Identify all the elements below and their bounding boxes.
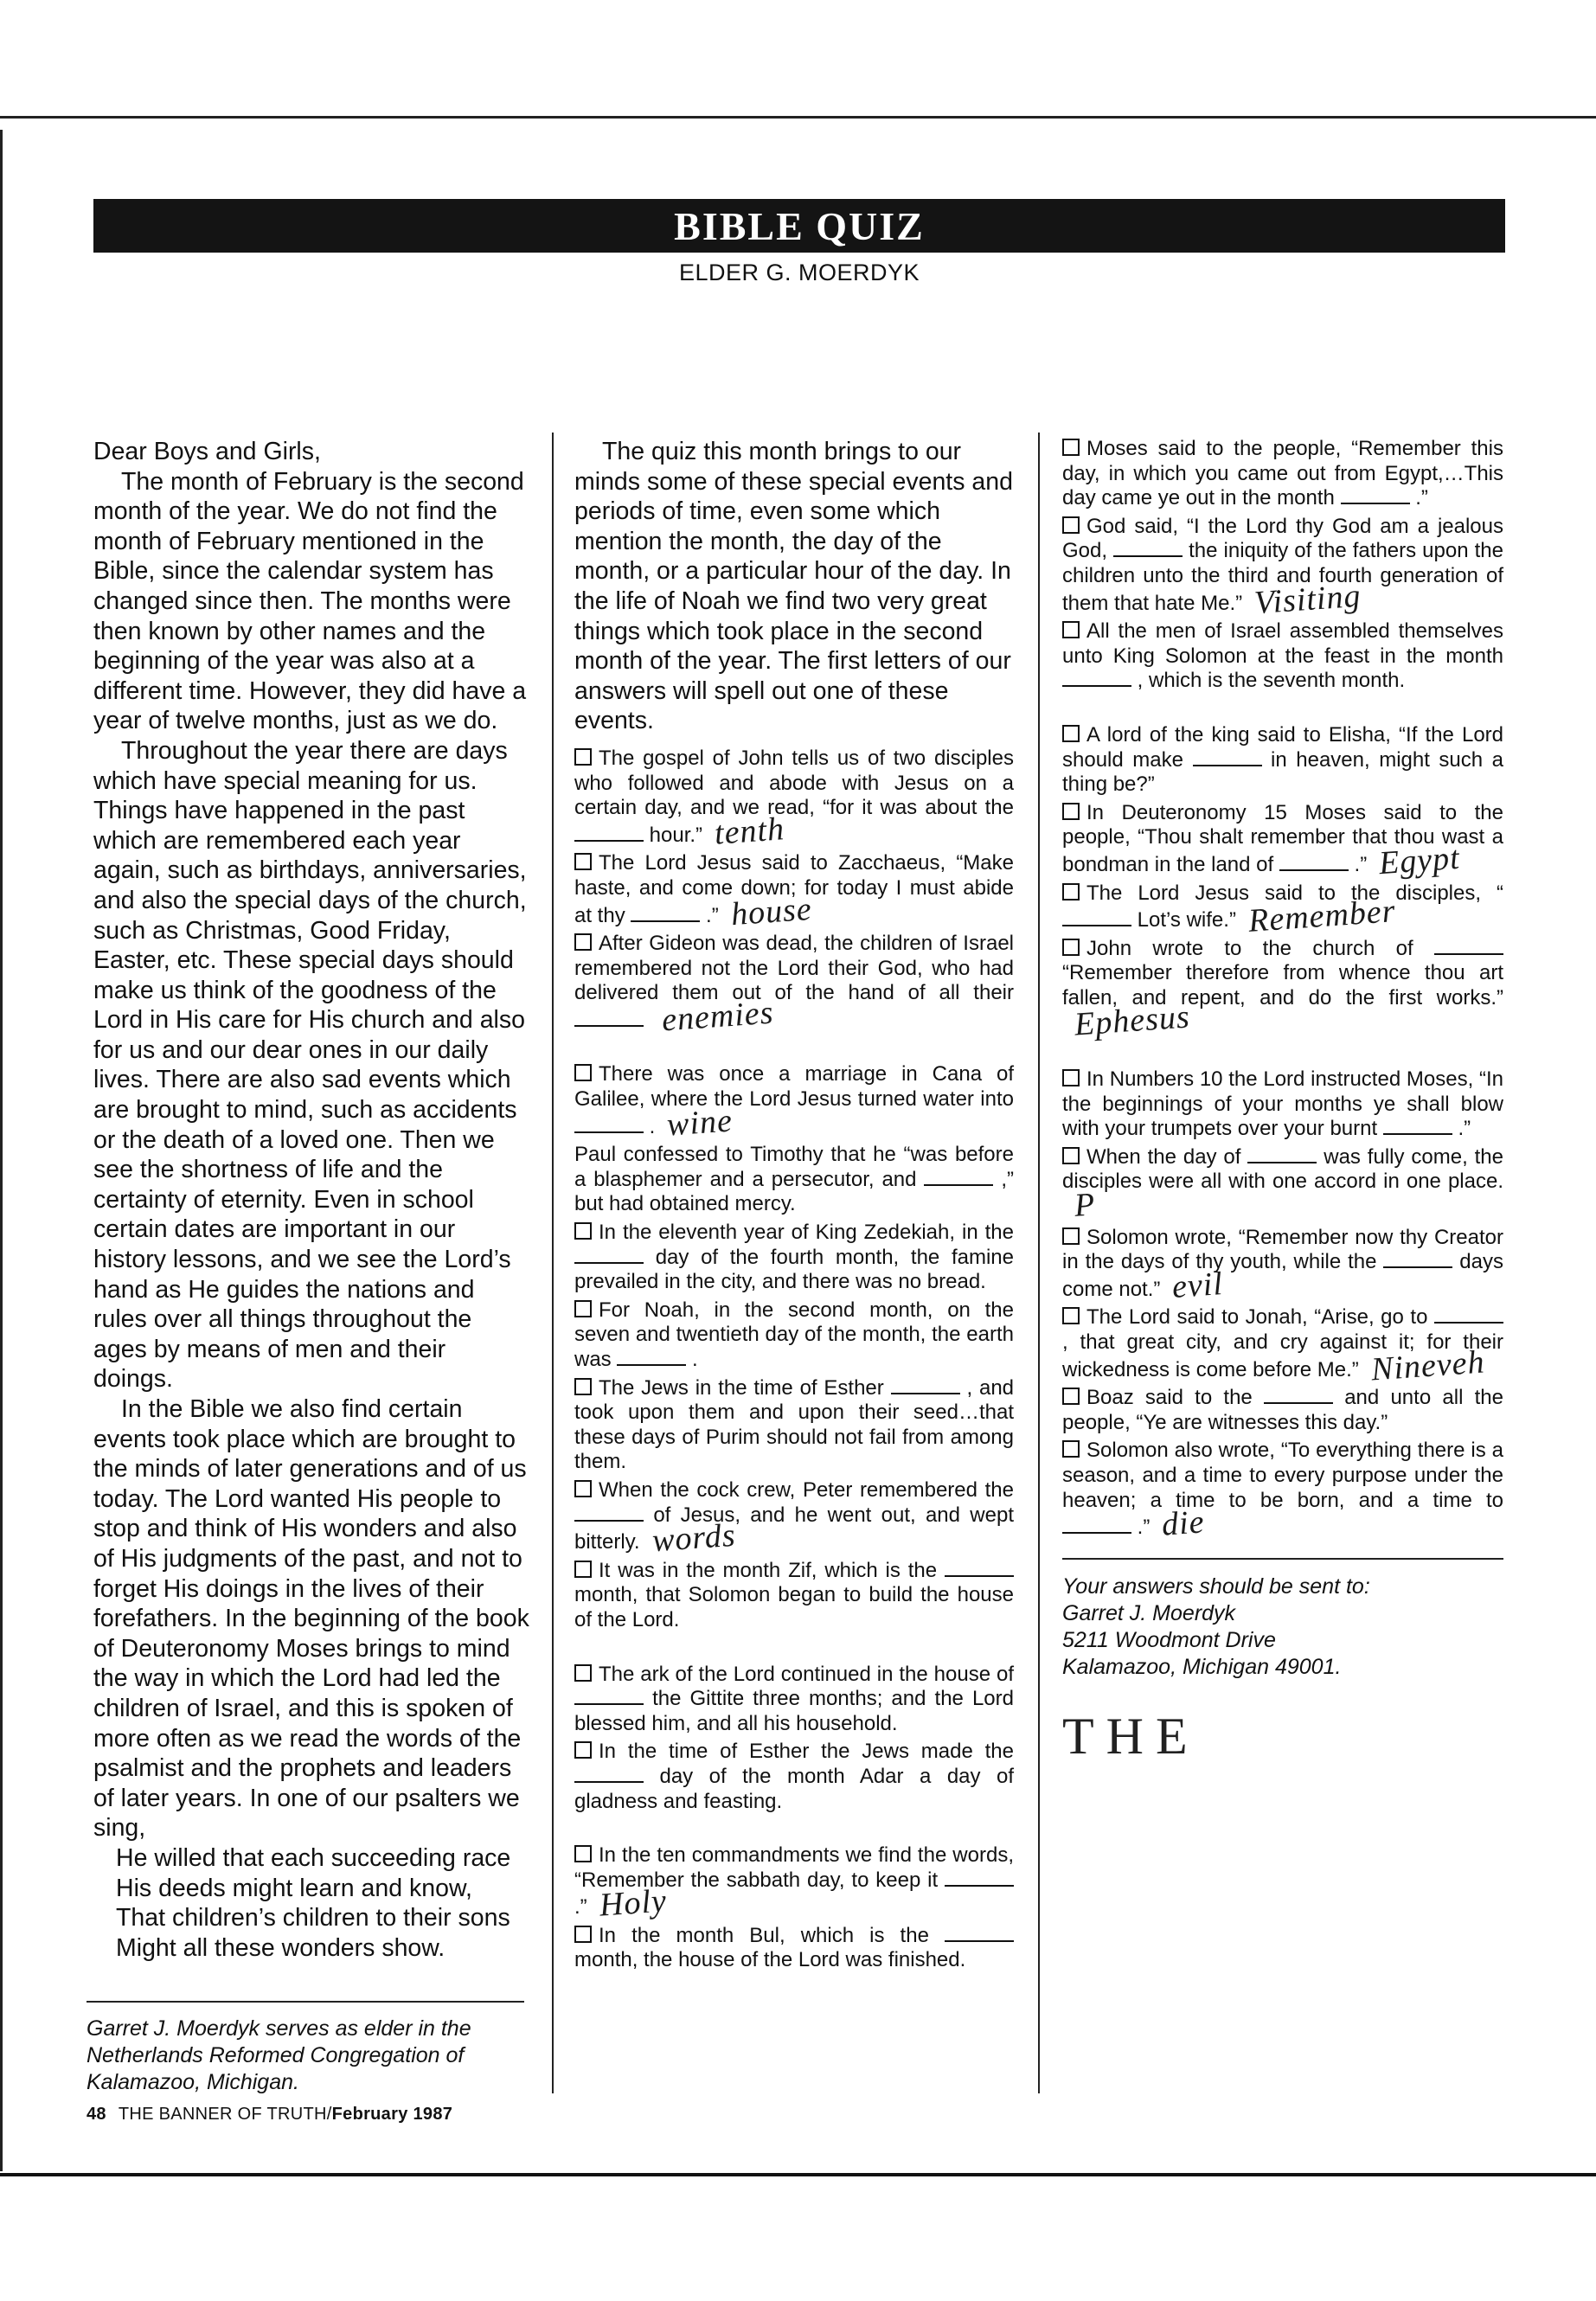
question-text-end: .	[692, 1348, 698, 1371]
quiz-question	[1062, 800, 1503, 882]
quiz-question	[1062, 619, 1503, 694]
publication-name: THE BANNER OF TRUTH	[118, 2105, 327, 2124]
author-byline: ELDER G. MOERDYK	[678, 260, 920, 285]
spacer	[1062, 1042, 1503, 1067]
answer-blank[interactable]	[891, 1377, 960, 1394]
quiz-question	[574, 746, 1014, 852]
handwritten-answer: house	[729, 890, 813, 933]
author-footnote: Garret J. Moerdyk serves as elder in the Netherlands Reformed Congregation of Kalamazoo, Michigan.	[87, 2016, 471, 2094]
answer-blank[interactable]	[574, 1116, 644, 1133]
checkbox-icon[interactable]	[574, 1064, 592, 1081]
answer-name: Garret J. Moerdyk	[1062, 1600, 1236, 1625]
quiz-question	[1062, 1305, 1503, 1388]
letter-paragraph: Throughout the year there are days which have special meaning for us. Things have happened in the past which are remembered each year again, such as birthdays, anniversaries, and also the special days of the church, such as Christmas, Good Friday, Easter, etc. These special days should make us think of the goodness of the Lord in His care for His church and also for us and our dear ones in our daily lives. There are also sad events which are brought to mind, such as accidents or the death of a loved one. Then we see the shortness of life and the certainty of eternity. Even in school certain dates are important in our history lessons, and we see the Lord’s hand as He guides the nations and rules over all things throughout the ages by means of men and their doings.	[93, 736, 527, 1394]
checkbox-icon[interactable]	[574, 1480, 592, 1497]
question-text: The ark of the Lord continued in the house of	[599, 1662, 1014, 1686]
question-text-end: month, that Solomon began to build the house of the Lord.	[574, 1583, 1014, 1631]
question-text-end: hour.”	[649, 823, 703, 847]
question-text: When the day of	[1086, 1144, 1241, 1169]
checkbox-icon[interactable]	[1062, 1227, 1080, 1245]
question-text: The Lord said to Jonah, “Arise, go to	[1086, 1305, 1428, 1330]
question-text-end: , and took upon them and upon their seed…that these days of Purim should not fail from among them.	[574, 1375, 1015, 1474]
question-text-end: Lot’s wife.”	[1137, 908, 1236, 933]
quiz-question	[1062, 1386, 1503, 1435]
question-text: In the time of Esther the Jews made the	[599, 1740, 1014, 1764]
question-text: For Noah, in the second month, on the seven and twentieth day of the month, the earth was	[574, 1298, 1014, 1371]
quiz-question	[1062, 723, 1503, 798]
checkbox-icon[interactable]	[1062, 516, 1080, 534]
question-text-end: in heaven, might such a thing be?”	[1062, 747, 1504, 797]
checkbox-icon[interactable]	[1062, 883, 1080, 901]
psalter-verse	[93, 1843, 530, 1963]
answer-blank[interactable]	[574, 1766, 644, 1783]
checkbox-icon[interactable]	[574, 748, 592, 766]
question-text: Solomon wrote, “Remember now thy Creator in the days of thy youth, while the	[1062, 1225, 1503, 1274]
question-text-end: .”	[1415, 486, 1428, 510]
bottom-border	[0, 2173, 1596, 2176]
quiz-question	[574, 1062, 1014, 1144]
salutation: Dear Boys and Girls,	[93, 438, 321, 465]
question-text-end: day of the fourth month, the famine prevailed in the city, and there was no bread.	[574, 1245, 1014, 1294]
handwritten-answer: P	[1073, 1186, 1097, 1224]
checkbox-icon[interactable]	[574, 1561, 592, 1578]
divider	[1062, 1558, 1503, 1560]
answer-blank[interactable]	[574, 824, 644, 842]
verse-line: That children’s children to their sons	[116, 1904, 510, 1932]
question-text: In the ten commandments we find the words, “Remember the sabbath day, to keep it	[574, 1843, 1014, 1892]
question-text: Moses said to the people, “Remember this day, in which you came out from Egypt,…This day came ye out in the month	[1062, 437, 1503, 510]
answer-blank[interactable]	[574, 1009, 644, 1027]
question-text: A lord of the king said to Elisha, “If the Lord should make	[1062, 722, 1503, 772]
handwritten-answer: enemies	[660, 994, 775, 1039]
question-text: The Lord Jesus said to the disciples, “	[1086, 881, 1503, 905]
answer-blank[interactable]	[945, 1925, 1014, 1942]
checkbox-icon[interactable]	[1062, 1307, 1080, 1324]
column-divider	[552, 433, 554, 2093]
quiz-question	[574, 932, 1014, 1039]
question-text-end: the Gittite three months; and the Lord blessed him, and all his household.	[574, 1687, 1014, 1735]
column-divider	[1038, 433, 1040, 2093]
quiz-question	[1062, 936, 1503, 1044]
question-text: The Lord Jesus said to Zacchaeus, “Make haste, and come down; for today I must abide at thy	[574, 851, 1014, 927]
answer-instruction: Your answers should be sent to:	[1062, 1574, 1370, 1599]
answer-blank[interactable]	[945, 1869, 1014, 1887]
quiz-question	[574, 1924, 1014, 1973]
question-text-end: “Remember therefore from whence thou art fallen, and repent, and do the first works.”	[1062, 961, 1503, 1009]
answer-blank[interactable]	[1279, 854, 1349, 871]
quiz-question	[1062, 1439, 1503, 1543]
question-text-end: , which is the seventh month.	[1137, 669, 1406, 693]
checkbox-icon[interactable]	[574, 1741, 592, 1759]
quiz-question	[1062, 1226, 1503, 1303]
quiz-question	[1062, 1145, 1503, 1222]
top-border	[0, 116, 1596, 119]
question-text: In the month Bul, which is the	[599, 1923, 929, 1947]
quiz-banner	[93, 199, 1505, 253]
question-text: Solomon also wrote, “To everything there is a season, and a time to every purpose under the heaven; a time to be born, and a time to	[1062, 1439, 1503, 1512]
quiz-question	[574, 1143, 1014, 1217]
answer-blank[interactable]	[945, 1560, 1014, 1577]
page-footer: 48 THE BANNER OF TRUTH/February 1987	[87, 2105, 453, 2124]
question-list	[1062, 437, 1503, 1541]
issue-date: February 1987	[331, 2105, 453, 2124]
handwritten-answer: evil	[1170, 1265, 1225, 1305]
question-text: In the eleventh year of King Zedekiah, in the	[599, 1221, 1014, 1245]
question-text-end: .”	[1137, 1516, 1151, 1540]
question-text-end: day of the month Adar a day of gladness and feasting.	[574, 1764, 1014, 1813]
checkbox-icon[interactable]	[1062, 1388, 1080, 1405]
quiz-question	[574, 1843, 1014, 1924]
verse-line: He willed that each succeeding race	[116, 1843, 511, 1872]
answer-blank[interactable]	[1113, 540, 1183, 557]
answer-blank[interactable]	[1247, 1146, 1317, 1163]
checkbox-icon[interactable]	[574, 933, 592, 951]
quiz-question	[574, 1376, 1014, 1475]
quiz-intro: The quiz this month brings to our minds some of these special events and periods of time, even some which mention the month, the day of the month, or a particular hour of the day. In the life of Noah we find two very great things which took place in the second month of the year. The first letters of our answers will spell out one of these events.	[574, 438, 1013, 735]
answer-blank[interactable]	[1062, 909, 1131, 926]
question-text-end: month, the house of the Lord was finished.	[574, 1948, 966, 1972]
quiz-question	[1062, 881, 1503, 939]
checkbox-icon[interactable]	[574, 1222, 592, 1240]
answer-blank[interactable]	[574, 1504, 644, 1522]
answer-blank[interactable]	[1434, 938, 1503, 955]
quiz-question	[1062, 437, 1503, 511]
verse-line: Might all these wonders show.	[116, 1933, 445, 1962]
checkbox-icon[interactable]	[1062, 803, 1080, 820]
question-text: Boaz said to the	[1086, 1386, 1253, 1410]
quiz-question	[574, 1477, 1014, 1560]
checkbox-icon[interactable]	[574, 1845, 592, 1862]
page-title: BIBLE QUIZ	[674, 203, 925, 248]
handwritten-answer: Egypt	[1377, 839, 1462, 882]
question-text: In Numbers 10 the Lord instructed Moses, “In the beginnings of your months ye shall blow with your trumpets over your burnt	[1062, 1067, 1503, 1141]
answer-city: Kalamazoo, Michigan 49001.	[1062, 1654, 1342, 1679]
answer-blank[interactable]	[1062, 670, 1131, 687]
answer-blank[interactable]	[617, 1349, 686, 1366]
question-text-end: the iniquity of the fathers upon the children unto the third and fourth generation of them that hate Me.”	[1062, 539, 1503, 615]
checkbox-icon[interactable]	[1062, 439, 1080, 456]
quiz-question	[1062, 1067, 1503, 1142]
quiz-question	[574, 1559, 1014, 1633]
quiz-question	[574, 851, 1014, 933]
checkbox-icon[interactable]	[574, 1378, 592, 1395]
handwritten-answer: words	[651, 1516, 737, 1560]
handwritten-answer: tenth	[713, 810, 786, 852]
question-text: God said, “I the Lord thy God am a jealous God,	[1062, 514, 1503, 563]
handwritten-solution: THE	[1062, 1707, 1200, 1765]
question-text-end: .”	[1458, 1117, 1471, 1141]
handwritten-answer: Nineveh	[1369, 1343, 1486, 1388]
question-text: All the men of Israel assembled themselves unto King Solomon at the feast in the month	[1062, 619, 1503, 668]
question-text-end: .”	[574, 1895, 587, 1920]
answer-blank[interactable]	[1341, 487, 1410, 504]
checkbox-icon[interactable]	[1062, 725, 1080, 742]
question-list	[574, 747, 1014, 1973]
handwritten-answer: Visiting	[1253, 577, 1362, 621]
divider	[87, 2001, 524, 2003]
quiz-question	[574, 1663, 1014, 1737]
answer-blank[interactable]	[574, 1688, 644, 1705]
answer-blank[interactable]	[924, 1169, 993, 1186]
question-text-end: , that great city, and cry against it; for their wickedness is come before Me.”	[1062, 1330, 1503, 1381]
question-text: After Gideon was dead, the children of Israel remembered not the Lord their God, who had delivered them out of the hand of all their	[574, 932, 1014, 1005]
quiz-column-right	[1062, 437, 1503, 1766]
checkbox-icon[interactable]	[1062, 1147, 1080, 1164]
page-number: 48	[87, 2105, 106, 2124]
question-text: Paul confessed to Timothy that he “was before a blasphemer and a persecutor, and	[574, 1143, 1014, 1191]
handwritten-answer: wine	[665, 1102, 734, 1144]
question-text-end: .	[649, 1114, 656, 1138]
answer-blank[interactable]	[1193, 749, 1262, 766]
checkbox-icon[interactable]	[574, 1664, 592, 1682]
quiz-column-middle	[574, 437, 1014, 1977]
question-text: The gospel of John tells us of two disciples who followed and abode with Jesus on a certain day, and we read, “for it was about the	[574, 746, 1014, 820]
quiz-question	[1062, 514, 1503, 621]
checkbox-icon[interactable]	[574, 853, 592, 870]
question-text: There was once a marriage in Cana of Galilee, where the Lord Jesus turned water into	[574, 1062, 1014, 1112]
answer-blank[interactable]	[1383, 1251, 1452, 1268]
quiz-question	[574, 1740, 1014, 1814]
question-text-end: days come not.”	[1062, 1250, 1503, 1301]
spacer	[574, 1817, 1014, 1843]
checkbox-icon[interactable]	[574, 1926, 592, 1943]
question-text-end: .”	[706, 903, 719, 927]
question-text: The Jews in the time of Esther	[599, 1375, 884, 1400]
letter-paragraph: The month of February is the second month of the year. We do not find the month of February mentioned in the Bible, since the calendar system has changed since then. The months were then known by other names and the beginning of the year was also at a different time. However, they did have a year of twelve months, just as we do.	[93, 467, 527, 735]
page-edge	[0, 130, 3, 2171]
spacer	[574, 1637, 1014, 1663]
question-text: In Deuteronomy 15 Moses said to the people, “Thou shalt remember that thou wast a bondman in the land of	[1062, 800, 1503, 876]
answer-address	[1062, 1574, 1503, 1681]
question-text: It was in the month Zif, which is the	[599, 1558, 938, 1582]
answer-blank[interactable]	[1264, 1387, 1333, 1404]
question-text-end: ,” but had obtained mercy.	[574, 1167, 1015, 1216]
spacer	[574, 1036, 1014, 1062]
handwritten-answer: Ephesus	[1073, 998, 1191, 1044]
checkbox-icon[interactable]	[574, 1300, 592, 1317]
answer-blank[interactable]	[631, 905, 700, 922]
question-text: John wrote to the church of	[1086, 936, 1413, 960]
checkbox-icon[interactable]	[1062, 621, 1080, 638]
handwritten-answer: die	[1160, 1503, 1207, 1543]
handwritten-answer: Holy	[598, 1882, 668, 1924]
answer-blank[interactable]	[1383, 1118, 1452, 1135]
checkbox-icon[interactable]	[1062, 1440, 1080, 1458]
quiz-question	[574, 1221, 1014, 1295]
letter-paragraph: In the Bible we also find certain events took place which are brought to the minds of later generations and of us today. The Lord wanted His people to stop and think of His wonders and also of His judgments of the past, and not to forget His doings in the lives of their forefathers. In the beginning of the book of Deuteronomy Moses brings to mind the way in which the Lord had led the children of Israel, and this is spoken of more often as we read the words of the psalmist and the prophets and leaders of later years. In one of our psalters we sing,	[93, 1395, 529, 1843]
spacer	[1062, 697, 1503, 723]
checkbox-icon[interactable]	[1062, 1069, 1080, 1086]
question-text: When the cock crew, Peter remembered the	[599, 1477, 1014, 1502]
answer-blank[interactable]	[1434, 1306, 1503, 1324]
quiz-question	[574, 1298, 1014, 1373]
answer-blank[interactable]	[1062, 1516, 1131, 1534]
verse-line: His deeds might learn and know,	[116, 1874, 472, 1902]
question-text-end: and unto all the people, “Ye are witnesses this day.”	[1062, 1386, 1503, 1434]
checkbox-icon[interactable]	[1062, 939, 1080, 956]
question-text-end: .”	[1354, 852, 1368, 876]
letter-column	[93, 437, 530, 1963]
question-text-end: was fully come, the disciples were all with one accord in one place.	[1062, 1144, 1503, 1194]
answer-street: 5211 Woodmont Drive	[1062, 1627, 1276, 1652]
answer-blank[interactable]	[574, 1247, 644, 1264]
handwritten-answer: Remember	[1247, 893, 1397, 939]
question-text-end: of Jesus, and he went out, and wept bitterly.	[574, 1503, 1014, 1554]
